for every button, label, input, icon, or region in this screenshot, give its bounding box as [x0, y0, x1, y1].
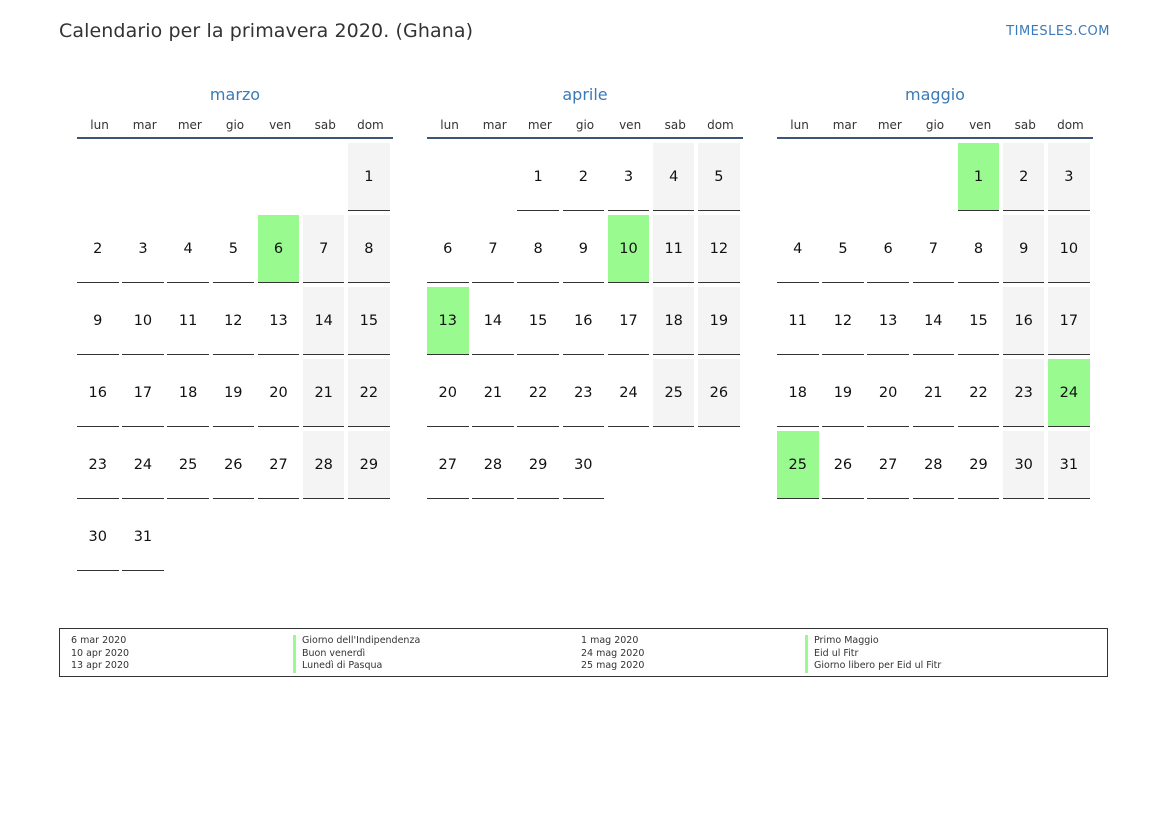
day-cell: 23 — [563, 359, 605, 427]
day-cell: 28 — [472, 431, 514, 499]
day-cell: 26 — [822, 431, 864, 499]
weekday-label: dom — [357, 118, 384, 132]
day-cell: 11 — [167, 287, 209, 355]
legend-dates-right — [581, 635, 644, 673]
empty-cell — [258, 143, 300, 211]
day-grid — [77, 143, 393, 571]
weekday-label: mar — [482, 118, 507, 132]
weekday-label: dom — [707, 118, 734, 132]
holiday-legend — [59, 628, 1108, 677]
day-cell: 2 — [77, 215, 119, 283]
day-cell: 16 — [77, 359, 119, 427]
day-cell: 12 — [213, 287, 255, 355]
day-cell-holiday: 24 — [1048, 359, 1090, 427]
day-cell: 2 — [1003, 143, 1045, 211]
weekday-label: lun — [790, 118, 809, 132]
weekday-label: mar — [132, 118, 157, 132]
day-cell: 4 — [167, 215, 209, 283]
day-cell: 4 — [777, 215, 819, 283]
weekday-label: ven — [269, 118, 292, 132]
day-cell: 14 — [303, 287, 345, 355]
day-cell: 18 — [167, 359, 209, 427]
weekday-header — [77, 117, 393, 139]
legend-date: 10 apr 2020 — [71, 647, 130, 659]
day-cell-holiday: 25 — [777, 431, 819, 499]
weekday-label: gio — [575, 118, 595, 132]
day-cell: 20 — [258, 359, 300, 427]
weekday-label: ven — [969, 118, 992, 132]
day-cell: 23 — [1003, 359, 1045, 427]
weekday-label: sab — [664, 118, 686, 132]
weekday-header — [427, 117, 743, 139]
day-cell: 5 — [822, 215, 864, 283]
month-calendar-april — [427, 84, 743, 499]
day-cell: 7 — [913, 215, 955, 283]
day-cell: 10 — [1048, 215, 1090, 283]
day-cell: 19 — [213, 359, 255, 427]
day-cell: 30 — [563, 431, 605, 499]
day-cell: 1 — [517, 143, 559, 211]
day-grid — [427, 143, 743, 499]
day-cell: 17 — [122, 359, 164, 427]
day-cell: 21 — [303, 359, 345, 427]
day-cell: 8 — [517, 215, 559, 283]
day-cell: 9 — [1003, 215, 1045, 283]
day-cell: 26 — [698, 359, 740, 427]
day-cell: 29 — [517, 431, 559, 499]
day-cell: 7 — [303, 215, 345, 283]
month-name: marzo — [209, 85, 261, 104]
day-cell: 14 — [472, 287, 514, 355]
day-cell: 22 — [958, 359, 1000, 427]
day-cell: 15 — [958, 287, 1000, 355]
weekday-label: mer — [177, 118, 202, 132]
weekday-label: sab — [1014, 118, 1036, 132]
legend-holiday-name: Lunedì di Pasqua — [293, 660, 420, 673]
legend-dates-left — [71, 635, 129, 673]
day-cell: 16 — [1003, 287, 1045, 355]
day-cell: 17 — [608, 287, 650, 355]
day-cell-holiday: 10 — [608, 215, 650, 283]
day-cell: 13 — [258, 287, 300, 355]
weekday-label: mer — [527, 118, 552, 132]
weekday-label: ven — [619, 118, 642, 132]
month-calendar-march — [77, 84, 393, 571]
empty-cell — [472, 143, 514, 211]
day-cell: 11 — [653, 215, 695, 283]
day-cell: 20 — [427, 359, 469, 427]
day-cell: 20 — [867, 359, 909, 427]
legend-holiday-name: Giorno libero per Eid ul Fitr — [805, 660, 941, 673]
weekday-label: lun — [440, 118, 459, 132]
day-cell-holiday: 6 — [258, 215, 300, 283]
day-cell: 18 — [777, 359, 819, 427]
day-cell: 12 — [698, 215, 740, 283]
day-cell: 31 — [1048, 431, 1090, 499]
empty-cell — [77, 143, 119, 211]
day-cell: 29 — [958, 431, 1000, 499]
legend-holiday-name: Primo Maggio — [805, 635, 941, 648]
legend-date: 25 mag 2020 — [581, 660, 645, 671]
legend-date: 6 mar 2020 — [71, 635, 127, 646]
day-cell: 14 — [913, 287, 955, 355]
site-link[interactable]: TIMESLES.COM — [1006, 24, 1110, 39]
weekday-label: mar — [832, 118, 857, 132]
day-cell: 29 — [348, 431, 390, 499]
empty-cell — [213, 143, 255, 211]
weekday-label: gio — [225, 118, 245, 132]
day-cell: 21 — [913, 359, 955, 427]
day-cell: 23 — [77, 431, 119, 499]
legend-date: 1 mag 2020 — [581, 635, 639, 646]
day-cell: 19 — [698, 287, 740, 355]
day-cell: 8 — [348, 215, 390, 283]
legend-names-left — [294, 635, 420, 673]
month-calendar-may — [777, 84, 1093, 499]
day-cell: 9 — [77, 287, 119, 355]
day-cell: 27 — [867, 431, 909, 499]
day-cell: 11 — [777, 287, 819, 355]
day-cell: 3 — [608, 143, 650, 211]
day-cell: 15 — [348, 287, 390, 355]
day-cell: 22 — [348, 359, 390, 427]
day-cell: 10 — [122, 287, 164, 355]
day-cell: 5 — [213, 215, 255, 283]
weekday-label: lun — [90, 118, 109, 132]
empty-cell — [122, 143, 164, 211]
day-cell: 25 — [167, 431, 209, 499]
page-title: Calendario per la primavera 2020. (Ghana) — [59, 20, 474, 42]
empty-cell — [867, 143, 909, 211]
day-cell: 26 — [213, 431, 255, 499]
day-cell: 30 — [1003, 431, 1045, 499]
weekday-label: gio — [925, 118, 945, 132]
legend-holiday-name: Buon venerdì — [293, 648, 420, 661]
legend-date: 13 apr 2020 — [71, 660, 130, 671]
day-cell: 3 — [1048, 143, 1090, 211]
empty-cell — [303, 143, 345, 211]
month-name: maggio — [905, 85, 965, 104]
day-cell: 27 — [258, 431, 300, 499]
empty-cell — [822, 143, 864, 211]
day-cell: 8 — [958, 215, 1000, 283]
day-cell: 7 — [472, 215, 514, 283]
day-cell: 31 — [122, 503, 164, 571]
legend-names-right — [806, 635, 941, 673]
weekday-header — [777, 117, 1093, 139]
day-cell: 6 — [427, 215, 469, 283]
month-name: aprile — [562, 85, 608, 104]
day-cell: 9 — [563, 215, 605, 283]
legend-holiday-name: Giorno dell'Indipendenza — [293, 635, 420, 648]
weekday-label: sab — [314, 118, 336, 132]
day-cell: 12 — [822, 287, 864, 355]
day-cell: 13 — [867, 287, 909, 355]
empty-cell — [167, 143, 209, 211]
legend-date: 24 mag 2020 — [581, 647, 645, 659]
day-cell: 27 — [427, 431, 469, 499]
day-cell: 28 — [303, 431, 345, 499]
day-grid — [777, 143, 1093, 499]
day-cell: 3 — [122, 215, 164, 283]
day-cell: 30 — [77, 503, 119, 571]
weekday-label: dom — [1057, 118, 1084, 132]
day-cell-holiday: 1 — [958, 143, 1000, 211]
day-cell: 4 — [653, 143, 695, 211]
day-cell: 19 — [822, 359, 864, 427]
day-cell-holiday: 13 — [427, 287, 469, 355]
day-cell: 2 — [563, 143, 605, 211]
empty-cell — [777, 143, 819, 211]
day-cell: 28 — [913, 431, 955, 499]
day-cell: 22 — [517, 359, 559, 427]
day-cell: 21 — [472, 359, 514, 427]
weekday-label: mer — [877, 118, 902, 132]
day-cell: 24 — [608, 359, 650, 427]
day-cell: 5 — [698, 143, 740, 211]
day-cell: 24 — [122, 431, 164, 499]
day-cell: 18 — [653, 287, 695, 355]
empty-cell — [913, 143, 955, 211]
day-cell: 15 — [517, 287, 559, 355]
day-cell: 25 — [653, 359, 695, 427]
legend-holiday-name: Eid ul Fitr — [805, 648, 941, 661]
day-cell: 16 — [563, 287, 605, 355]
day-cell: 1 — [348, 143, 390, 211]
day-cell: 6 — [867, 215, 909, 283]
day-cell: 17 — [1048, 287, 1090, 355]
empty-cell — [427, 143, 469, 211]
